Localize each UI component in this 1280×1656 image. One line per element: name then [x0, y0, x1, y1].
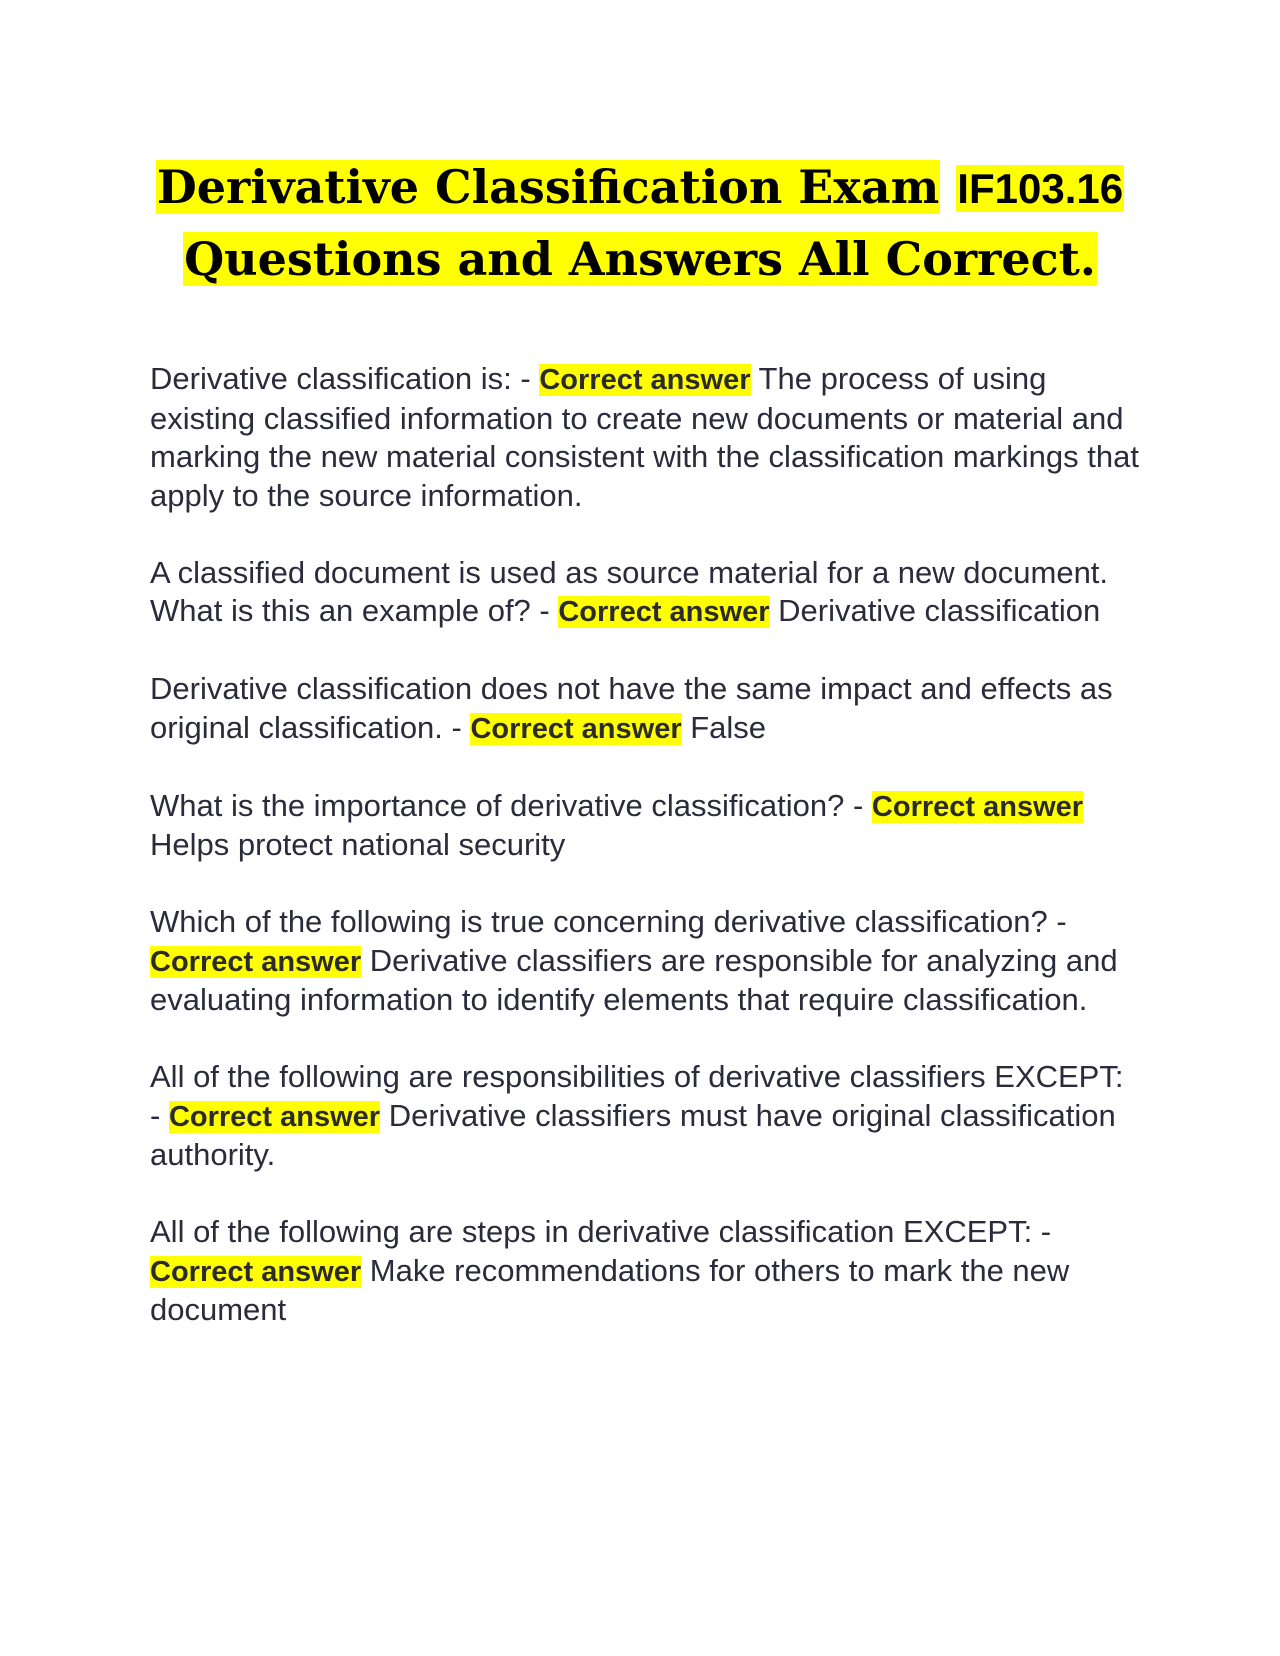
title-part-2: Questions and Answers All Correct.: [184, 232, 1096, 286]
answer-text: The process of using existing classified information to create new documents or material and marking the new material consistent with the classification markings that apply to the source information.: [150, 361, 1139, 513]
correct-answer-label: Correct answer: [150, 945, 362, 978]
correct-answer-label: Correct answer: [470, 712, 682, 745]
answer-text: False: [681, 709, 767, 745]
document-title: [150, 152, 1130, 295]
answer-text: Derivative classifiers are responsible for analyzing and evaluating information to identify elements that require classification.: [150, 942, 1118, 1017]
qa-item-3: [150, 670, 1140, 748]
question-text: Derivative classification does not have the same impact and effects as original classification. -: [150, 671, 1113, 745]
answer-text: Derivative classification: [769, 593, 1101, 628]
question-text: What is the importance of derivative classification? -: [150, 787, 872, 823]
qa-item-2: [150, 554, 1140, 632]
qa-item-5: [150, 903, 1140, 1020]
title-code: IF103.16: [957, 165, 1124, 212]
answer-text: Derivative classifiers must have original classification authority.: [150, 1097, 1116, 1172]
correct-answer-label: Correct answer: [558, 596, 770, 628]
question-text: Which of the following is true concerning derivative classification? -: [150, 904, 1067, 939]
qa-item-6: [150, 1058, 1140, 1175]
qa-item-1: [150, 360, 1140, 515]
correct-answer-label: Correct answer: [539, 364, 751, 396]
correct-answer-label: Correct answer: [150, 1255, 362, 1288]
question-text: All of the following are steps in derivative classification EXCEPT: -: [150, 1214, 1052, 1249]
question-text: Derivative classification is: -: [150, 361, 540, 396]
question-text: All of the following are responsibilities of derivative classifiers EXCEPT: -: [150, 1059, 1124, 1133]
title-part-1: Derivative Classification Exam: [156, 160, 940, 214]
qa-item-7: [150, 1213, 1140, 1330]
correct-answer-label: Correct answer: [168, 1100, 381, 1133]
answer-text: Make recommendations for others to mark the new document: [150, 1252, 1070, 1327]
qa-list: [150, 360, 1140, 1330]
qa-item-4: [150, 787, 1140, 865]
correct-answer-label: Correct answer: [871, 790, 1084, 823]
answer-text: Helps protect national security: [150, 827, 566, 862]
question-text: A classified document is used as source material for a new document. What is this an example of? -: [150, 554, 1109, 628]
